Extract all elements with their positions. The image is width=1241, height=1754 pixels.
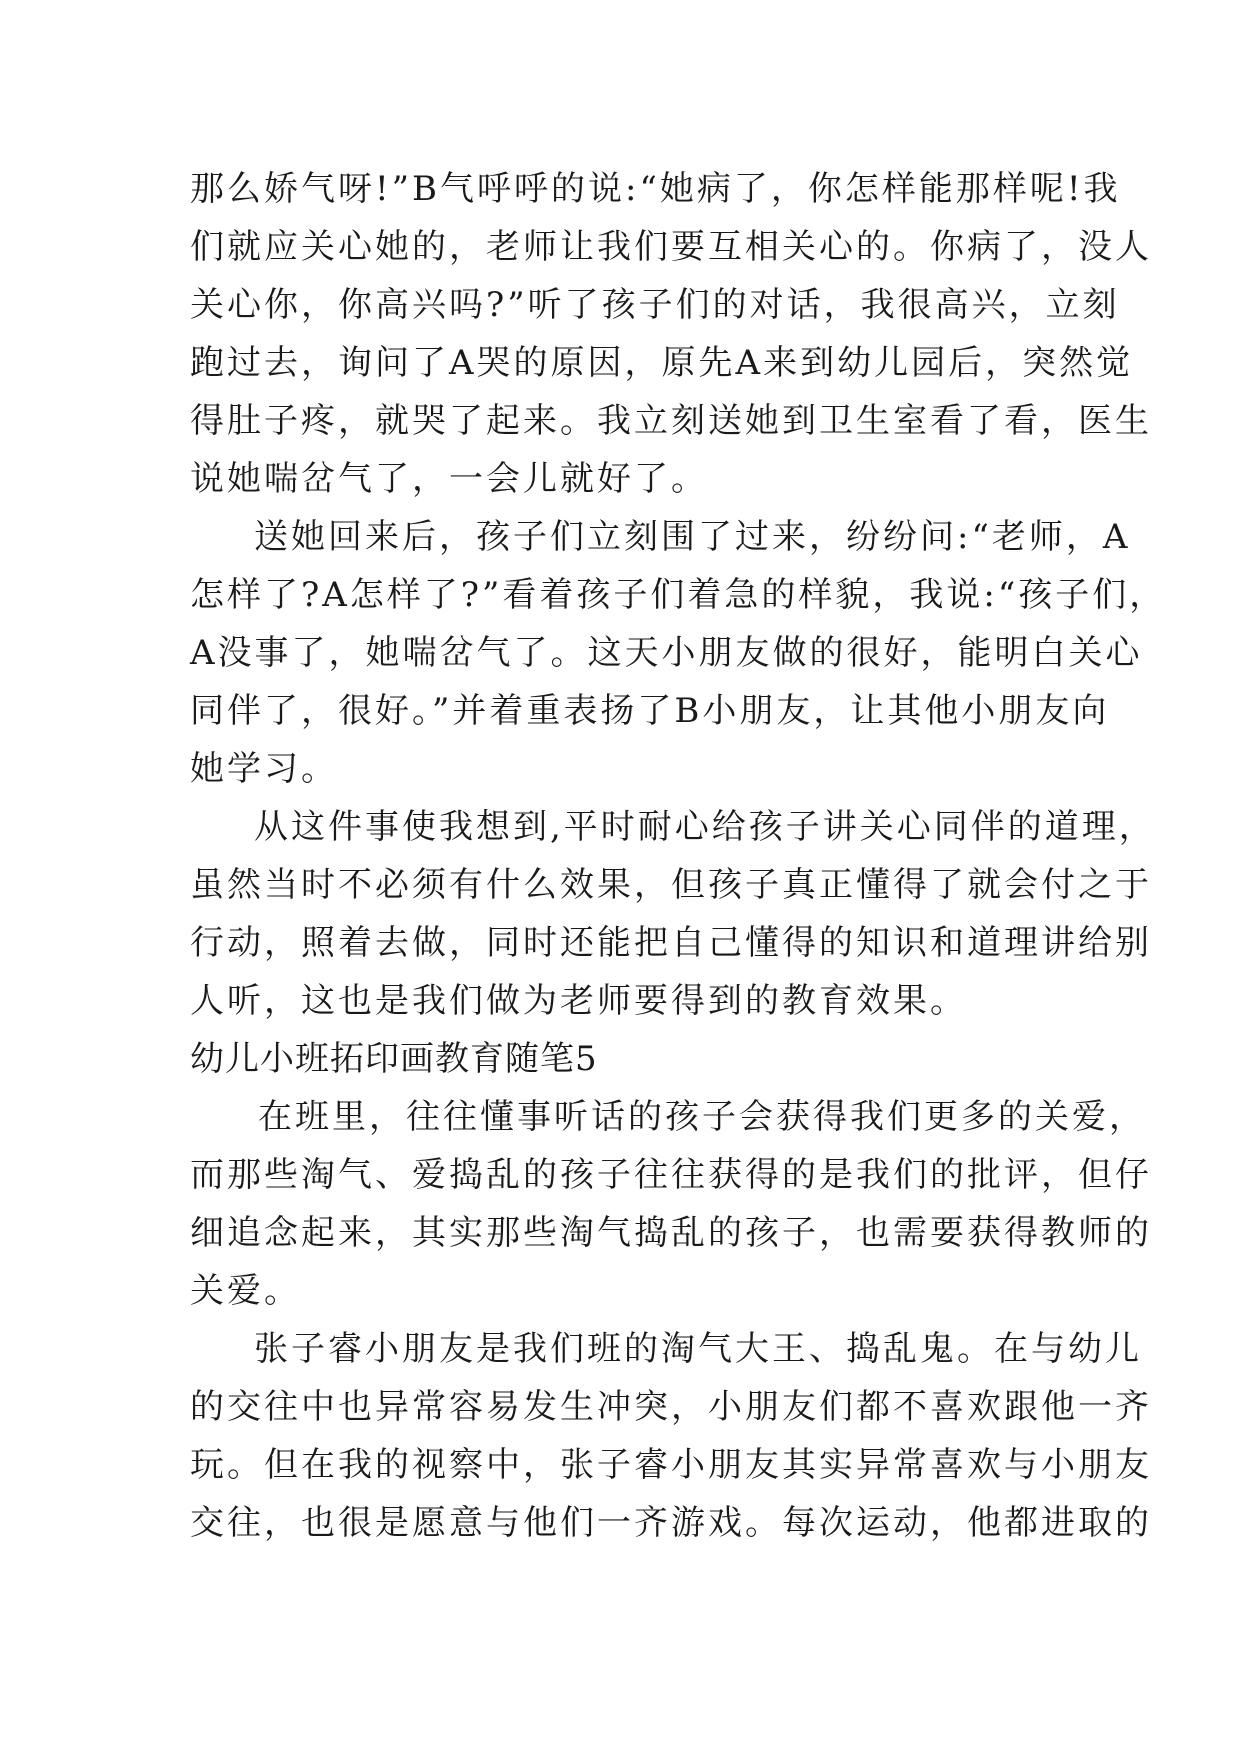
text-line: 虽然当时不必须有什么效果，但孩子真正懂得了就会付之于 <box>190 865 1152 905</box>
text-line: 细追念起来，其实那些淘气捣乱的孩子，也需要获得教师的 <box>190 1213 1152 1253</box>
text-line: 关心你，你高兴吗?”听了孩子们的对话，我很高兴，立刻 <box>190 285 1120 325</box>
text-line: 行动，照着去做，同时还能把自己懂得的知识和道理讲给别 <box>190 923 1152 963</box>
text-line: 跑过去，询问了A哭的原因，原先A来到幼儿园后，突然觉 <box>190 343 1134 383</box>
text-line: 玩。但在我的视察中，张子睿小朋友其实异常喜欢与小朋友 <box>190 1445 1152 1485</box>
paragraph-start-line: 在班里，往往懂事听话的孩子会获得我们更多的关爱， <box>258 1097 1146 1137</box>
paragraph-start-line: 张子睿小朋友是我们班的淘气大王、捣乱鬼。在与幼儿 <box>254 1329 1142 1369</box>
document-body <box>190 160 1167 1552</box>
text-line: A没事了，她喘岔气了。这天小朋友做的很好，能明白关心 <box>190 633 1143 673</box>
text-line: 她学习。 <box>190 749 338 789</box>
text-line: 关爱。 <box>190 1271 301 1311</box>
text-line: 怎样了?A怎样了?”看着孩子们着急的样貌，我说:“孩子们， <box>190 575 1167 615</box>
text-line: 得肚子疼，就哭了起来。我立刻送她到卫生室看了看，医生 <box>190 401 1152 441</box>
text-line: 人听，这也是我们做为老师要得到的教育效果。 <box>190 981 967 1021</box>
text-line: 的交往中也异常容易发生冲突，小朋友们都不喜欢跟他一齐 <box>190 1387 1152 1427</box>
text-line: 那么娇气呀!”B气呼呼的说:“她病了，你怎样能那样呢!我 <box>190 169 1121 209</box>
paragraph-start-line: 送她回来后，孩子们立刻围了过来，纷纷问:“老师，A <box>254 517 1131 557</box>
paragraph-start-line: 从这件事使我想到,平时耐心给孩子讲关心同伴的道理， <box>254 807 1156 847</box>
text-line: 而那些淘气、爱捣乱的孩子往往获得的是我们的批评，但仔 <box>190 1155 1152 1195</box>
text-line: 同伴了，很好。”并着重表扬了B小朋友，让其他小朋友向 <box>190 691 1110 731</box>
text-line: 们就应关心她的，老师让我们要互相关心的。你病了，没人 <box>190 227 1152 267</box>
section-heading: 幼儿小班拓印画教育随笔5 <box>190 1039 598 1079</box>
text-line: 说她喘岔气了，一会儿就好了。 <box>190 459 708 499</box>
text-line: 交往，也很是愿意与他们一齐游戏。每次运动，他都进取的 <box>190 1503 1152 1543</box>
